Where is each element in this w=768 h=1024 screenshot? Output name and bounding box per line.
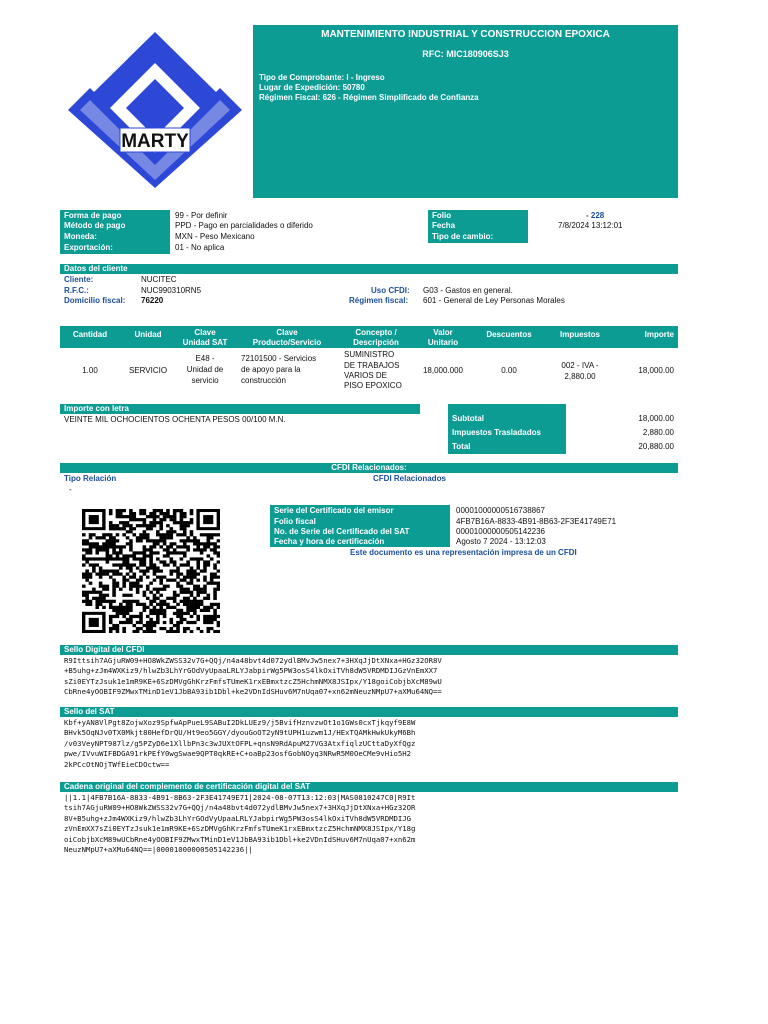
lugar-expedicion: Lugar de Expedición: 50780 xyxy=(259,83,365,92)
col-concepto-1: Concepto / xyxy=(355,328,397,337)
sello-sat-title: Sello del SAT xyxy=(60,707,678,717)
sello-sat-line: BHvk5OqNJv0TX0Mkjt80HefDrQU/Ht9eo5GGY/dyouGoOT2yN9tUPH1uzwm1J/HExTQAMkHwkUkyM6Bh xyxy=(64,728,416,738)
row-clave-prod-1: 72101500 - Servicios xyxy=(241,354,317,363)
company-logo xyxy=(66,30,244,190)
col-clave-unidad-1: Clave xyxy=(194,328,216,337)
moneda-label: Moneda: xyxy=(64,232,97,241)
exportacion-label: Exportación: xyxy=(64,243,113,252)
cadena-line: NeuzNMpU7+aXMu64NQ==|00001000000505142236|| xyxy=(64,845,253,855)
col-descuentos: Descuentos xyxy=(486,330,532,339)
serie-emisor-label: Serie del Certificado del emisor xyxy=(274,506,394,515)
cliente-value: NUCITEC xyxy=(141,275,177,284)
cadena-line: 8V+B5uhg+zJm4WXKiz9/hlwZb3LhYrGOdVyUpaaLRLYJabpirWg5PW3osS4lkOxiTVh8dW5VRDMDIJG xyxy=(64,813,412,823)
sello-cfdi-line: R9Ittsih7AGjuRW09+HO8WkZWSS32v7G+QQj/n4a48bvt4d072ydlBMvJw5nex7+3HXqJjDtXNxa+HGz32OR8V xyxy=(64,656,442,665)
row-clave-prod-3: construcción xyxy=(241,376,286,385)
cfdi-leyenda: Este documento es una representación impresa de un CFDI xyxy=(350,548,577,557)
row-impuesto-1: 002 - IVA - xyxy=(561,361,599,370)
uso-cfdi-label: Uso CFDI: xyxy=(371,286,410,295)
serie-sat-value: 00001000000505142236 xyxy=(456,527,545,536)
relacionados-title: CFDI Relacionados: xyxy=(60,463,678,473)
uso-cfdi-value: G03 - Gastos en general. xyxy=(423,286,513,295)
tipo-cambio-label: Tipo de cambio: xyxy=(432,232,494,241)
metodo-pago-value: PPD - Pago en parcialidades o diferido xyxy=(175,221,313,230)
col-cantidad: Cantidad xyxy=(72,330,108,339)
sello-sat-line: 2kPCcOtNOjTWfEieCDOctw== xyxy=(64,759,170,769)
domicilio-value: 76220 xyxy=(141,296,164,305)
fecha-value: 7/8/2024 13:12:01 xyxy=(558,221,623,230)
row-clave-prod-2: de apoyo para la xyxy=(241,365,301,374)
col-valor-1: Valor xyxy=(433,328,453,337)
folio-fiscal-value: 4FB7B16A-8833-4B91-8B63-2F3E41749E71 xyxy=(456,517,617,526)
row-cantidad: 1.00 xyxy=(82,366,98,375)
sello-cfdi-text xyxy=(64,656,442,698)
subtotal-value: 18,000.00 xyxy=(638,414,674,423)
folio-fiscal-label: Folio fiscal xyxy=(274,517,316,526)
company-name: MANTENIMIENTO INDUSTRIAL Y CONSTRUCCION EPOXICA xyxy=(321,29,610,40)
row-concepto-3: VARIOS DE xyxy=(344,371,387,380)
row-importe: 18,000.00 xyxy=(638,366,674,375)
row-concepto-4: PISO EPOXICO xyxy=(344,381,402,390)
sello-sat-line: /v03VeyNPT987lz/g5PZyD6e1XllbPn3c3wJUXtOFPL+qnsN9RdApuM27VG3AtxfiqlzUCttaDyXfQgz xyxy=(64,738,416,748)
row-impuesto-2: 2,880.00 xyxy=(564,372,596,381)
total-value: 20,880.00 xyxy=(638,442,674,451)
sello-sat-line: pwe/IVvuWIFBDGA91rkPEfY0wgSwae9QPT0qkRE+C+oaBp23osfGobNOyq3NRwR5M0OeCMe9vHio5H2 xyxy=(64,749,412,759)
regimen-cliente-label: Régimen fiscal: xyxy=(349,296,409,305)
sello-cfdi-line: sZi0EYTzJsuk1e1mR9KE+6SzDMVgGhKrzFmfsTUmeK1rxEBmxtzcZ5HchmNMX8JSIpx/Y18goiCobjbXcM89wU xyxy=(64,676,442,686)
logo-text: MARTY xyxy=(121,131,189,152)
row-concepto-2: DE TRABAJOS xyxy=(344,361,400,370)
forma-pago-label: Forma de pago xyxy=(64,211,122,220)
total-label: Total xyxy=(452,442,471,451)
sello-cfdi-line: +B5uhg+zJm4WXKiz9/hlwZb3LhYrGOdVyUpaaLRLYJabpirWg5PW3osS4lkOxiTVh8dW5VRDMDIJGzVnEmXX7 xyxy=(64,666,438,676)
cadena-text xyxy=(64,793,415,855)
exportacion-value: 01 - No aplica xyxy=(175,243,225,252)
row-clave-unidad-3: servicio xyxy=(191,376,219,385)
col-impuestos: Impuestos xyxy=(559,330,600,339)
cfdi-relacionados-label: CFDI Relacionados xyxy=(373,474,446,483)
regimen-fiscal: Régimen Fiscal: 626 - Régimen Simplificado de Confianza xyxy=(259,93,479,102)
col-clave-unidad-2: Unidad SAT xyxy=(182,338,228,347)
cadena-line: ||1.1|4FB7B16A-8833-4B91-8B63-2F3E41749E71|2024-08-07T13:12:03|MAS0810247C0|R9It xyxy=(64,793,416,802)
impuestos-value: 2,880.00 xyxy=(642,428,674,437)
col-clave-prod-1: Clave xyxy=(276,328,298,337)
row-valor: 18,000.000 xyxy=(422,366,464,375)
cliente-section-title: Datos del cliente xyxy=(60,264,678,274)
col-importe: Importe xyxy=(644,330,674,339)
moneda-value: MXN - Peso Mexicano xyxy=(175,232,255,241)
cadena-line: tsih7AGjuRW09+HO8WkZWSS32v7G+QQj/n4a48bvt4d072ydlBMvJw5nex7+3HXqJjDtXNxa+HGz32OR xyxy=(64,803,416,813)
sello-sat-line: Kbf+yAN8VlPgt8ZojwXoz9SpfwApPueL9SABuI2DkLUEz9/j5BvifHznvzwOt1o1GWs0cxTjkqyf9E8W xyxy=(64,718,416,727)
tipo-relacion-label: Tipo Relación xyxy=(64,474,117,483)
cadena-line: zVnEmXX7sZi0EYTzJsuk1e1mR9KE+6SzDMVgGhKrzFmfsTUmeK1rxEBmxtzcZ5HchmNMX8JSIpx/Y18g xyxy=(64,824,416,834)
sello-cfdi-line: CbRne4yOOBIF9ZMwxTMinD1eV1JbBA93ib1Dbl+ke2VDnIdSHuv6M7nUqa07+xn62mNeuzNMpU7+aXMu64NQ== xyxy=(64,687,442,697)
col-unidad: Unidad xyxy=(134,330,162,339)
fecha-cert-label: Fecha y hora de certificación xyxy=(274,537,385,546)
row-clave-unidad-2: Unidad de xyxy=(186,365,224,374)
folio-value: - 228 xyxy=(586,211,605,220)
fecha-label: Fecha xyxy=(432,221,456,230)
importe-letra-value: VEINTE MIL OCHOCIENTOS OCHENTA PESOS 00/100 M.N. xyxy=(64,415,286,424)
row-clave-unidad-1: E48 - xyxy=(195,354,215,363)
subtotal-label: Subtotal xyxy=(452,414,484,423)
forma-pago-value: 99 - Por definir xyxy=(175,211,228,220)
tipo-relacion-value: - xyxy=(69,485,72,494)
issuer-rfc: RFC: MIC180906SJ3 xyxy=(422,49,509,59)
serie-sat-label: No. de Serie del Certificado del SAT xyxy=(274,527,410,536)
serie-emisor-value: 00001000000516738867 xyxy=(456,506,545,515)
importe-letra-title: Importe con letra xyxy=(60,404,420,414)
cliente-label: Cliente: xyxy=(64,275,94,284)
sello-sat-text xyxy=(64,718,415,770)
col-clave-prod-2: Producto/Servicio xyxy=(252,338,322,347)
cadena-line: oiCobjbXcM89wUCbRne4yOOBIF9ZMwxTMinD1eV1JbBA93ib1Dbl+ke2VDnIdSHuv6M7nUqa07+xn62m xyxy=(64,834,416,844)
impuestos-label: Impuestos Trasladados xyxy=(452,428,541,437)
regimen-cliente-value: 601 - General de Ley Personas Morales xyxy=(423,296,565,305)
qr-code xyxy=(82,509,220,633)
cadena-title: Cadena original del complemento de certificación digital del SAT xyxy=(60,782,678,792)
metodo-pago-label: Método de pago xyxy=(64,221,126,230)
col-valor-2: Unitario xyxy=(427,338,459,347)
tipo-comprobante: Tipo de Comprobante: I - Ingreso xyxy=(259,73,385,82)
folio-label: Folio xyxy=(432,211,452,220)
domicilio-label: Domicilio fiscal: xyxy=(64,296,126,305)
row-unidad: SERVICIO xyxy=(128,366,168,375)
fecha-cert-value: Agosto 7 2024 - 13:12:03 xyxy=(456,537,546,546)
cliente-rfc-label: R.F.C.: xyxy=(64,286,89,295)
row-descuento: 0.00 xyxy=(501,366,517,375)
sello-cfdi-title: Sello Digital del CFDI xyxy=(60,645,678,655)
cliente-rfc-value: NUC990310RN5 xyxy=(141,286,202,295)
row-concepto-1: SUMINISTRO xyxy=(344,350,395,359)
issuer-header xyxy=(253,25,678,198)
col-concepto-2: Descripción xyxy=(353,338,399,347)
